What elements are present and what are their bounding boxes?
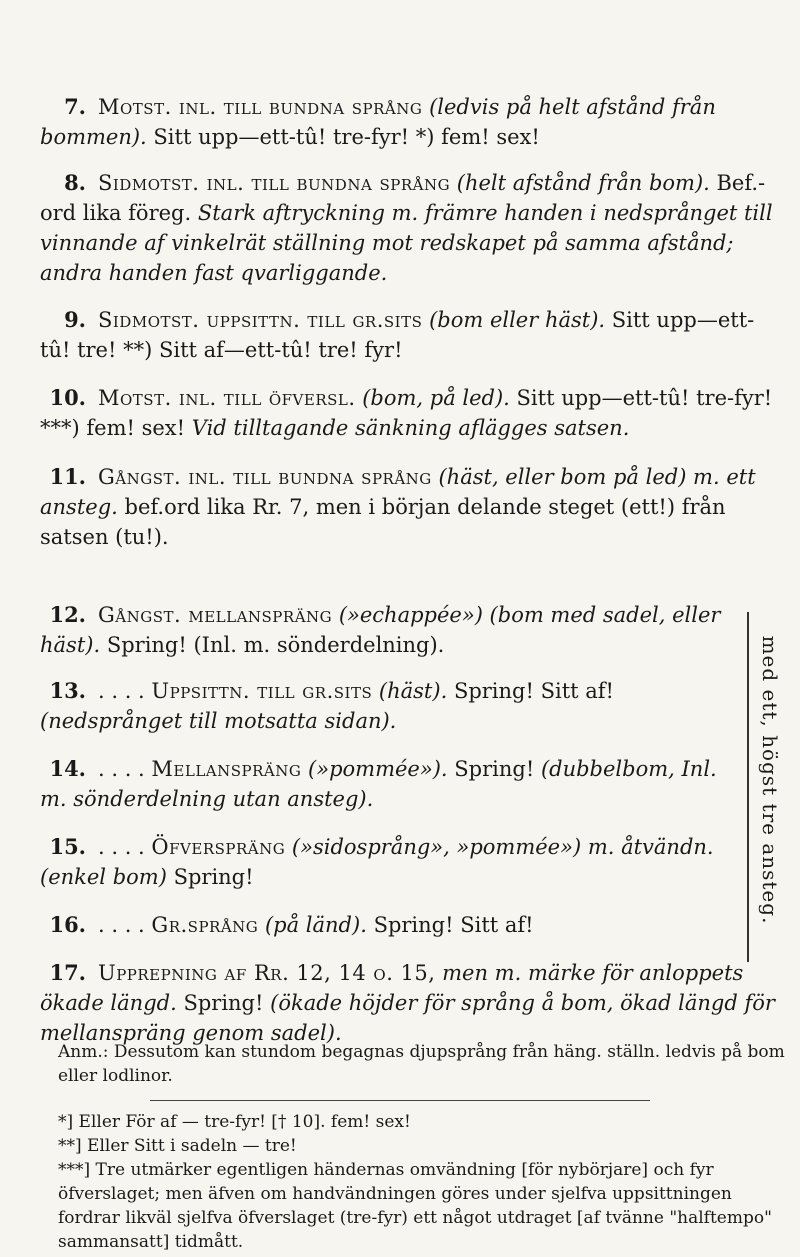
item-dots: . . . . xyxy=(98,913,145,937)
item-italic: (på länd). xyxy=(264,913,367,937)
item-italic-2: (ökade höjder för språng å bom, ökad längd för mellanspräng genom sadel). xyxy=(40,991,775,1045)
item-title: Gångst. inl. till bundna språng xyxy=(98,465,432,489)
item-italic-2: (dubbelbom, Inl. m. sönderdelning utan ansteg). xyxy=(40,757,717,811)
item-dots: . . . . xyxy=(98,679,145,703)
item-text: Spring! Sitt af! xyxy=(373,913,534,937)
item-17 xyxy=(40,958,780,1048)
item-title: Gr.språng xyxy=(151,913,259,937)
item-text: Spring! (Inl. m. sönderdelning). xyxy=(106,633,445,657)
item-italic: (»pommée»). xyxy=(308,757,448,781)
item-number: 14. xyxy=(49,756,86,781)
item-number: 17. xyxy=(49,960,86,985)
item-italic: (häst). xyxy=(378,679,448,703)
item-number: 16. xyxy=(49,912,86,937)
item-text: Spring! xyxy=(183,991,264,1015)
item-text: bef.ord lika Rr. 7, men i början delande steget (ett!) från satsen (tu!). xyxy=(40,495,726,549)
item-15 xyxy=(40,832,730,892)
item-number: 11. xyxy=(49,464,86,489)
group-brace xyxy=(737,612,749,962)
item-10 xyxy=(40,383,780,443)
item-italic: (»sidosprång», »pommée») m. åtvändn. (enkel bom) xyxy=(40,835,714,889)
item-number: 15. xyxy=(49,834,86,859)
item-title: Sidmotst. inl. till bundna språng xyxy=(98,171,451,195)
item-italic: (bom eller häst). xyxy=(429,308,606,332)
footnote-text: Eller För af — tre-fyr! [† 10]. fem! sex! xyxy=(78,1112,411,1132)
item-9 xyxy=(40,305,780,365)
item-italic: (häst, eller bom på led) m. ett ansteg. xyxy=(40,465,756,519)
item-number: 7. xyxy=(64,94,86,119)
item-title: Motst. inl. till bundna språng xyxy=(98,95,423,119)
footnote-text: Tre utmärker egentligen händernas omvändning [för nybörjare] och fyr öfverslaget; men äfven om handvändningen göres under sjelfva uppsittningen fordrar likväl sjelfva öfverslaget (tre-fyr) ett något utdraget [af tvänne "halftempo" sammansatt] tidmått. xyxy=(58,1160,772,1252)
item-number: 12. xyxy=(49,602,86,627)
item-italic: (helt afstånd från bom). xyxy=(456,171,710,195)
footnote-divider xyxy=(150,1100,650,1101)
item-title: Upprepning af Rr. 12, 14 o. 15, xyxy=(98,961,436,985)
item-text: Spring! Sitt af! xyxy=(453,679,614,703)
item-13 xyxy=(40,676,730,736)
item-16 xyxy=(40,910,730,940)
item-title: Mellanspräng xyxy=(151,757,302,781)
item-number: 13. xyxy=(49,678,86,703)
item-title: Sidmotst. uppsittn. till gr.sits xyxy=(98,308,423,332)
brace-note: med ett, högst tre ansteg. xyxy=(758,635,782,925)
item-italic-2: Vid tilltagande sänkning afläggеs satsen. xyxy=(191,416,630,440)
item-number: 8. xyxy=(64,170,86,195)
item-14 xyxy=(40,754,730,814)
item-title: Gångst. mellanspräng xyxy=(98,603,333,627)
item-italic: (»echappée») (bom med sadel, eller häst). xyxy=(40,603,721,657)
item-dots: . . . . xyxy=(98,757,145,781)
footnote-1 xyxy=(58,1110,788,1134)
item-12 xyxy=(40,600,730,660)
footnote-2 xyxy=(58,1134,788,1158)
item-text: Sitt upp—ett-tû! tre-fyr! ***) fem! sex! xyxy=(40,386,773,440)
item-title: Uppsittn. till gr.sits xyxy=(151,679,373,703)
item-title: Motst. inl. till öfversl. xyxy=(98,386,356,410)
item-dots: . . . . xyxy=(98,835,145,859)
item-italic: (ledvis på helt afstånd från bommen). xyxy=(40,95,716,149)
item-number: 9. xyxy=(64,307,86,332)
item-italic: men m. märke för anloppets ökade längd. xyxy=(40,961,744,1015)
item-italic-2: Stark aftryckning m. främre handen i nedsprånget till vinnande af vinkelrät ställning mot redskapet på samma afstånd; andra handen fast qvarliggande. xyxy=(40,201,773,285)
footnote-text: Eller Sitt i sadeln — tre! xyxy=(87,1136,297,1156)
footnote-3 xyxy=(58,1158,788,1254)
item-7 xyxy=(40,92,780,152)
item-italic-2: (nedsprånget till motsatta sidan). xyxy=(40,709,397,733)
item-text: Sitt upp—ett-tû! tre! **) Sitt af—ett-tû! tre! fyr! xyxy=(40,308,755,362)
item-italic: (bom, på led). xyxy=(362,386,510,410)
footnote-mark: ***] xyxy=(58,1160,91,1180)
item-number: 10. xyxy=(49,385,86,410)
annotation-note: Anm.: Dessutom kan stundom begagnas djupsprång från häng. ställn. ledvis på bom eller lodlinor. xyxy=(58,1042,785,1086)
item-text: Spring! xyxy=(173,865,254,889)
item-text: Spring! xyxy=(454,757,535,781)
item-title: Öfverspräng xyxy=(151,835,286,859)
item-text: Sitt upp—ett-tû! tre-fyr! *) fem! sex! xyxy=(153,125,540,149)
item-text: Bef.-ord lika föreg. xyxy=(40,171,766,225)
item-8 xyxy=(40,168,780,288)
footnote-mark: **] xyxy=(58,1136,82,1156)
item-11 xyxy=(40,462,780,552)
footnote-mark: *] xyxy=(58,1112,74,1132)
